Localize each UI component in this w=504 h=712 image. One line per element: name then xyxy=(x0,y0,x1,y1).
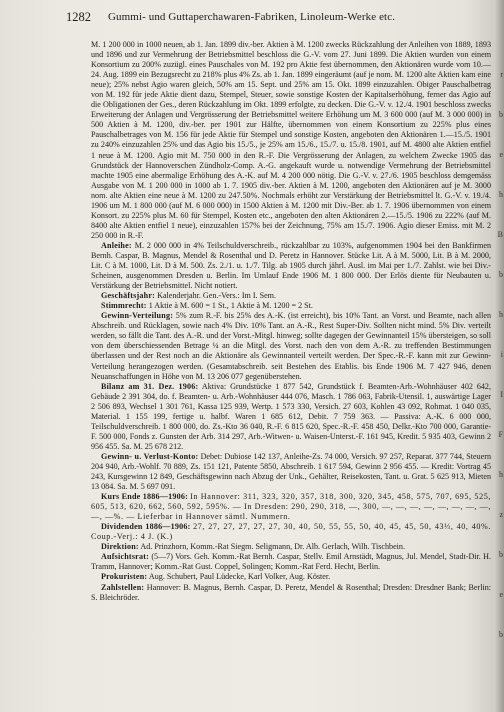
page-header xyxy=(66,8,496,32)
paragraph-label: Geschäftsjahr: xyxy=(101,291,156,301)
paragraph-label: Prokuristen: xyxy=(101,572,148,582)
running-title: Gummi- und Guttaperchawaren-Fabriken, Linoleum-Werke etc. xyxy=(108,11,396,23)
edge-letter: I xyxy=(500,390,503,399)
paragraph-text: Debet: Dubiose 142 137, Anleihe-Zs. 74 000, Versich. 97 257, Reparat. 377 744, Steuern 204 940, Arb.-Wohlf. 70 889, Zs. 151 121, Patente 5850, Abschreib. 1 617 594, Gewinn 2 956 455. — Kredit: Vortrag 45 243, Kursgewinn 12 849, Geschäftsgewinn nach Abzug der Unk., Gehälter, Reisekosten, Tant. u. Grat. 5 625 913, Mieten 13 084. Sa. M. 5 697 091. xyxy=(91,451,492,492)
paragraph-stimmrecht xyxy=(91,301,491,311)
edge-letter: F xyxy=(498,430,503,439)
edge-letter: h xyxy=(499,190,503,199)
edge-letter: e xyxy=(499,590,503,599)
paragraph-gewinn-verlust xyxy=(91,452,491,492)
paragraph-direktion xyxy=(91,542,491,552)
edge-letter: r xyxy=(500,70,503,79)
edge-letter: b xyxy=(499,110,503,119)
paragraph-aufsichtsrat xyxy=(91,552,491,572)
paragraph-text: 1 Aktie à M. 600 = 1 St., 1 Aktie à M. 1200 = 2 St. xyxy=(148,301,313,311)
paragraph-label: Stimmrecht: xyxy=(101,301,147,311)
paragraph-text: Hannover: B. Magnus, Bernh. Caspar, D. Peretz, Mendel & Rosenthal; Dresden: Dresdner Bank; Berlin: S. Bleichröder. xyxy=(91,582,491,602)
paragraph-label: Zahlstellen: xyxy=(101,582,145,592)
paragraph-zahlstellen xyxy=(91,583,491,603)
paragraph-label: Gewinn-Verteilung: xyxy=(101,311,174,321)
paragraph-text: Kalenderjahr. Gen.-Vers.: Im I. Sem. xyxy=(157,291,276,301)
paragraph-dividenden xyxy=(91,522,491,542)
body-text xyxy=(91,40,491,603)
paragraph-label: Kurs Ende 1886—1906: xyxy=(101,492,188,502)
paragraph-text: Aktiva: Grundstücke 1 877 542, Grundstück f. Beamten-Arb.-Wohnhäuser 402 642, Gebäude 2 391 304, do. f. Beamten- u. Arb.-Wohnhäuser 444 076, Masch. 1 786 063, Fabrik-Utensil. 1, auswärtige Lager 2 506 893, Wechsel 1 301 761, Kassa 125 939, Wertp. 1 573 330, Versich. 27 603, Kohlen 43 092, Rohmat. 1 040 035, Material. 1 155 199, fertige u. halbf. Waren 1 685 612, Debit. 7 759 363. — Passiva: A.-K. 6 000 000, Teilschuldverschreib. 1 800 000, do. Zs.-Kto 36 040, R.-F. 6 815 620, Spec.-R.-F. 458 450, Delkr.-Kto 700 000, Garantie-F. 500 000, Fonds z. Gunsten der Arb. 314 297, Arb.-Witwen- u. Waisen-Unterst.-F. 161 945, Kredit. 5 935 403, Gewinn 2 956 455. Sa. M. 25 678 212. xyxy=(91,381,492,451)
edge-letter: b xyxy=(499,630,503,639)
paragraph-label: Anleihe: xyxy=(101,240,132,250)
paragraph-gewinn-verteilung xyxy=(91,311,491,381)
edge-letter: i xyxy=(500,350,503,359)
paragraph-text: M. 2 000 000 in 4% Teilschuldverschreib., rückzahlbar zu 103%, aufgenommen 1904 bei den Bankfirmen Bernh. Caspar, B. Magnus, Mendel & Rosenthal und D. Peretz in Hannover. Stücke Lit. A à M. 5000, Lit. B à M. 2000, Lit. C à M. 1000, Lit. D à M. 500. Zs. 2./1. u. 1./7. Tilg. ab 1905 durch jährl. Ausl. im Mai per 1./7. Zahlst. wie bei Div.-Scheinen, ausgenommen Dresden u. Berlin. Im Umlauf Ende 1906 M. 1 800 000. Der Erlös diente für Neubauten u. Verstärkung der Betriebsmittel. Nicht notiert. xyxy=(91,240,491,291)
paragraph-text: In Hannover: 311, 323, 320, 357, 318, 300, 320, 345, 458, 575, 707, 695, 525, 605, 513, 620, 662, 560, 592, 595%. — In Dresden: 290, 290, 318, —, 300, —, —, —, —, —, —, —, —, —, —%. — Lieferbar in Hannover sämtl. Nummern. xyxy=(91,492,491,522)
edge-letter: h xyxy=(499,310,503,319)
edge-letter: b xyxy=(499,270,503,279)
paragraph-text: 5% zum R.-F. bis 25% des A.-K. (ist erreicht), bis 10% Tant. an Vorst. und Beamte, nach allen Abschreib. und Rücklagen, sowie nach 4% Div. 10% Tant. an A.-R., Rest Super-Div. Sollten nicht mind. 5% Div. verteilt werden, so fällt die Tant. des A.-R. und der Vorst.-Mitgl. hinweg; sollte dagegen der Gewinnanteil 15% übersteigen, so soll von dem überschiessenden Betrage ¼ an die Mitgl. des Vorst. nach den von dem A.-R. zu treffenden Bestimmungen überlassen und der Rest noch an die Aktionäre als Gewinnanteil verteilt werden. Der Spec.-R.-F. kann mit zur Gewinn-Verteilung herangezogen werden. (Gesamtabschreib. seit Bestehen des Etablis. bis Ende 1906 M. 7 427 946, denen Neuanschaffungen in Höhe von M. 13 206 077 gegenüberstehen. xyxy=(91,311,492,381)
edge-letter: B xyxy=(497,230,503,239)
paragraph-geschaeftsjahr xyxy=(91,291,491,301)
paragraph-text: (5—7) Vors. Geh. Komm.-Rat Bernh. Caspar, Stellv. Emil Arnstädt, Magnus, Jul. Mendel, Stadt-Dir. H. Tramm, Hannover; Komm.-Rat Gust. Coppel, Solingen; Komm.-Rat Ferd. Hecht, Berlin. xyxy=(91,552,491,572)
edge-letter: h xyxy=(499,470,503,479)
paragraph-label: Aufsichtsrat: xyxy=(101,552,150,562)
paragraph-text: Ad. Prinzhorn, Komm.-Rat Siegm. Seligmann, Dr. Alb. Gerlach, Wilh. Tischbein. xyxy=(140,542,405,552)
paragraph-label: Bilanz am 31. Dez. 1906: xyxy=(101,381,199,391)
paragraph-bilanz xyxy=(91,382,491,452)
paragraph-label: Direktion: xyxy=(101,542,139,552)
edge-letter: e xyxy=(499,150,503,159)
paragraph-prokuristen xyxy=(91,572,491,582)
paragraph-text: M. 1 200 000 in 1000 neuen, ab 1. Jan. 1899 div.-ber. Aktien à M. 1200 zwecks Rückzahlung der Anleihen von 1889, 1893 und 1896 und zur Vermehrung der Betriebsmittel beschloss die G.-V. vom 27. Juni 1899. Die Aktien wurden von einem Konsortium zu 200% zuzügl. eines Pauschales von M. 192 pro Aktie fest übernommen, den Aktionären wurde vom 10.—24. Aug. 1899 ein Bezugsrecht zu 218% plus 4% Zs. ab 1. Jan. 1899 eingeräumt (auf je nom. M. 1200 alte Aktien kam eine neue); 25% nebst Agio waren gleich, 50% am 15. Sept. und 25% am 15. Okt. 1899 einzuzahlen. Obiger Pauschalbetrag von M. 192 für jede Aktie dient dazu, Stempel, Steuer, sowie sonstige Kosten der Kapitalserhöhung, ferner das Agio auf die Obligationen der Ges., deren Rückzahlung im Okt. 1899 erfolgte, zu decken. Die G.-V. v. 12./4. 1901 beschloss zwecks Erweiterung der Anlagen und Vergrösserung der Betriebsmittel weitere Erhöhung um M. 3 600 000 (auf M. 3 000 000) in 500 Aktien à M. 1200, div.-ber. per 1901 zur Hälfte, übernommen von einem Konsortium zu 225% plus eines Pauschalbetrages von M. 156 für jede Aktie für Stempel und sonstige Kosten, angeboten den Aktionären 1.—15./5. 1901 zu 240% einzuzahlen 25% und das Agio bis 15./5., je 25% am 15./6., 15./7. u. 15./8. 1901, auf M. 4800 alte Aktien entfiel 1 neue à M. 1200. Agio mit M. 750 000 in den R.-F. Die Vergrösserung der Anlagen, zu welchem Zwecke 1905 das Grundstück der Hannoverschen Zündholz-Comp. A.-G. angekauft wurde u. notwendige Vermehrung der Betriebsmittel machte 1905 eine abermalige Erhöhung des A.-K. auf M. 4 200 000 nötig. Die G.-V. v. 27./6. 1905 beschloss demgemäss Ausgabe von M. 1 200 000 in 1000 ab 1. 7. 1905 div.-ber. Aktien à M. 1200, angeboten den Aktionären auf je M. 3000 nom. alte Aktien eine neue à M. 1200 zu 247.50%. Nochmals erhöht zur Verstärkung der Betriebsmittel lt. G.-V. v. 19./4. 1906 um M. 1 800 000 (auf M. 6 000 000) in 1500 Aktien à M. 1200 mit Div.-Ber. ab 1. 7. 1906 übernommen von einem Konsort. zu 225% plus M. 60 für Stempel, Kosten etc., angeboten den alten Aktionären 2.—15./5. 1906 zu 222% (auf M. 8400 alte Aktien entfiel 1 neue), einzuzahlen 157% bei der Zeichnung, 75% am 15./7. 1906. Agio dieser Emiss. mit M. 2 250 000 in R.-F. xyxy=(91,40,491,240)
page-number: 1282 xyxy=(66,10,91,24)
paragraph-kurs xyxy=(91,492,491,522)
paragraph-label: Dividenden 1886—1906: xyxy=(101,522,191,532)
paragraph-capital-history xyxy=(91,40,491,241)
edge-letter: b xyxy=(499,550,503,559)
paragraph-label: Gewinn- u. Verlust-Konto: xyxy=(101,451,199,461)
paragraph-text: Aug. Schubert, Paul Lüdecke, Karl Volker, Aug. Köster. xyxy=(148,572,331,582)
paragraph-anleihe xyxy=(91,241,491,291)
paragraph-text: 27, 27, 27, 27, 27, 27, 30, 40, 50, 55, 55, 50, 40, 45, 45, 50, 43⅓, 40, 40%. Coup.-Verj.: 4 J. (K.) xyxy=(91,522,491,542)
edge-letter: z xyxy=(499,510,503,519)
